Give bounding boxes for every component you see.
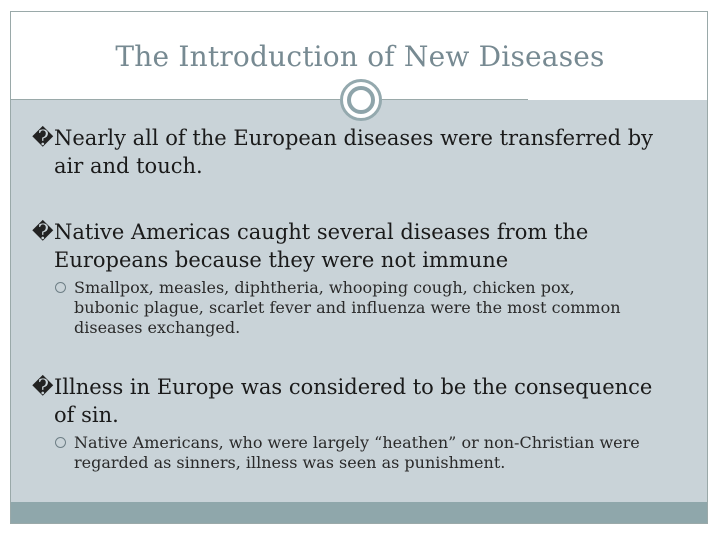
bullet-3-subitem-1 — [32, 433, 692, 473]
divider-ring-ornament — [340, 79, 382, 121]
bullet-marker-icon: � — [32, 375, 54, 399]
bullet-3-line-1: Illness in Europe was considered to be the consequence — [54, 375, 653, 399]
bullet-marker-icon: � — [32, 220, 54, 244]
bullet-3-line-2: of sin. — [54, 403, 119, 427]
bullet-2-line-2: Europeans because they were not immune — [54, 248, 509, 272]
title-divider-left — [11, 99, 340, 100]
bullet-2-subitem-1 — [32, 278, 692, 338]
bullet-item-1 — [32, 124, 692, 180]
bullet-3-sub-line-2: regarded as sinners, illness was seen as punishment. — [74, 453, 506, 472]
bullet-3-sub-line-1: Native Americans, who were largely “heathen” or non-Christian were — [74, 433, 640, 452]
bullet-3-text — [32, 373, 692, 429]
footer-bar — [11, 502, 707, 523]
bullet-1-line-1: Nearly all of the European diseases were transferred by — [54, 126, 654, 150]
bullet-1-text — [32, 124, 692, 180]
bullet-2-sub-line-1: Smallpox, measles, diphtheria, whooping cough, chicken pox, — [74, 278, 575, 297]
bullet-2-sub-line-2: bubonic plague, scarlet fever and influenza were the most common — [74, 298, 621, 317]
circle-bullet-icon — [55, 437, 66, 448]
title-divider-right — [382, 99, 528, 100]
bullet-2-text — [32, 218, 692, 274]
bullet-1-line-2: air and touch. — [54, 154, 203, 178]
bullet-item-3 — [32, 373, 692, 429]
slide-title: The Introduction of New Diseases — [115, 40, 605, 73]
bullet-2-sub-text — [32, 278, 692, 338]
bullet-3-sub-text — [32, 433, 692, 473]
bullet-item-2 — [32, 218, 692, 274]
bullet-2-line-1: Native Americas caught several diseases from the — [54, 220, 589, 244]
bullet-2-sub-line-3: diseases exchanged. — [74, 318, 241, 337]
circle-bullet-icon — [55, 282, 66, 293]
bullet-marker-icon: � — [32, 126, 54, 150]
